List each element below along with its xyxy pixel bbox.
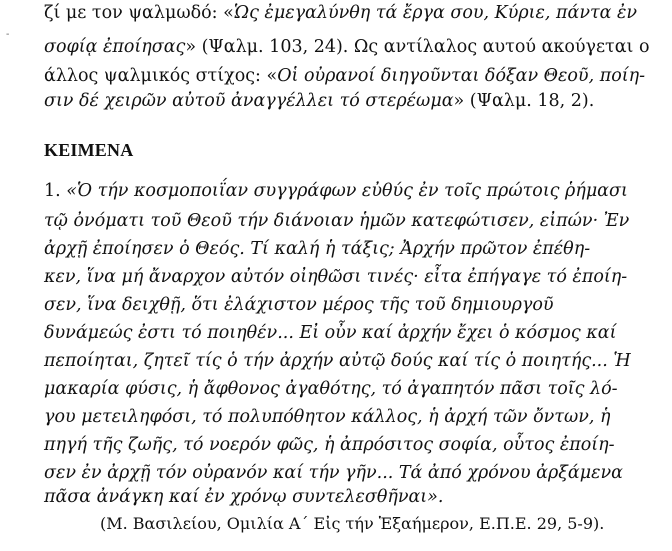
quote-line [44,322,616,344]
quote-text: τῷ ὀνόματι τοῦ Θεοῦ τήν διάνοιαν ἡμῶν κατεφώτισεν, εἰπών· Ἐν [44,211,630,231]
quote-line [44,486,443,508]
intro-text: » (Ψαλμ. 18, 2). [453,91,595,111]
section-heading: ΚΕΙΜΕΝΑ [44,140,134,160]
psalm-quote: σιν δέ χειρῶν αὐτοῦ ἀναγγέλλει τό στερέωμα [44,91,454,111]
intro-line [44,65,645,87]
quote-line [44,266,627,288]
quote-line [44,294,554,316]
quote-text: μακαρία φύσις, ἡ ἄφθονος ἀγαθότης, τό ἀγαπητόν πᾶσι τοῖς λό- [44,379,618,399]
quote-number: 1. [44,181,61,201]
intro-text: » (Ψαλμ. 103, 24). Ως αντίλαλος αυτού ακούγεται ο [185,37,650,57]
quote-line [44,406,611,428]
quote-text: γου μετειληφόσι, τό πολυπόθητον κάλλος, ἡ ἀρχή τῶν ὄντων, ἡ [44,407,611,427]
intro-text: ζί με τον ψαλμωδό: « [44,3,234,23]
quote-text: πεποίηται, ζητεῖ τίς ὁ τήν ἀρχήν αὐτῷ δούς καί τίς ὁ ποιητής... Ἡ [44,351,631,371]
margin-mark: - [6,29,10,40]
intro-line [44,90,594,112]
quote-text: ἀρχῇ ἐποίησεν ὁ Θεός. Τί καλή ἡ τάξις; Ἀρχήν πρῶτον ἐπέθη- [44,239,591,259]
quote-line [44,180,628,202]
quote-text: σεν ἐν ἀρχῇ τόν οὐρανόν καί τήν γῆν... Τά ἀπό χρόνου ἀρξάμενα [44,463,623,483]
intro-line [44,2,637,24]
quote-line [44,378,618,400]
quote-text: σεν, ἵνα δειχθῇ, ὅτι ἐλάχιστον μέρος τῆς τοῦ δημιουργοῦ [44,295,554,315]
quote-line [44,350,631,372]
psalm-quote: Οἱ οὐρανοί διηγοῦνται δόξαν Θεοῦ, ποίη- [277,66,645,86]
psalm-quote: Ὡς ἐμεγαλύνθη τά ἔργα σου, Κύριε, πάντα ἐν [233,3,638,23]
quote-text: πᾶσα ἀνάγκη καί ἐν χρόνῳ συντελεσθῆναι». [44,487,444,507]
quote-line [44,462,623,484]
intro-text: άλλος ψαλμικός στίχος: « [44,66,278,86]
citation: (Μ. Βασιλείου, Ομιλία Α΄ Εἰς τήν Ἑξαήμερον, Ε.Π.Ε. 29, 5-9). [100,514,605,533]
quote-text: «Ὁ τήν κοσμοποιΐαν συγγράφων εὐθύς ἐν τοῖς πρώτοις ῥήμασι [66,181,628,201]
quote-text: δυνάμεώς ἐστι τό ποιηθέν... Εἰ οὖν καί ἀρχήν ἔχει ὁ κόσμος καί [44,323,617,343]
psalm-quote: σοφίᾳ ἐποίησας [44,37,186,57]
quote-line [44,434,615,456]
quote-line [44,238,590,260]
quote-text: πηγή τῆς ζωῆς, τό νοερόν φῶς, ἡ ἀπρόσιτος σοφία, οὗτος ἐποίη- [44,435,615,455]
quote-text: κεν, ἵνα μή ἄναρχον αὐτόν οἰηθῶσι τινές· εἶτα ἐπήγαγε τό ἐποίη- [44,267,628,287]
quote-line [44,210,629,232]
intro-line [44,36,650,58]
